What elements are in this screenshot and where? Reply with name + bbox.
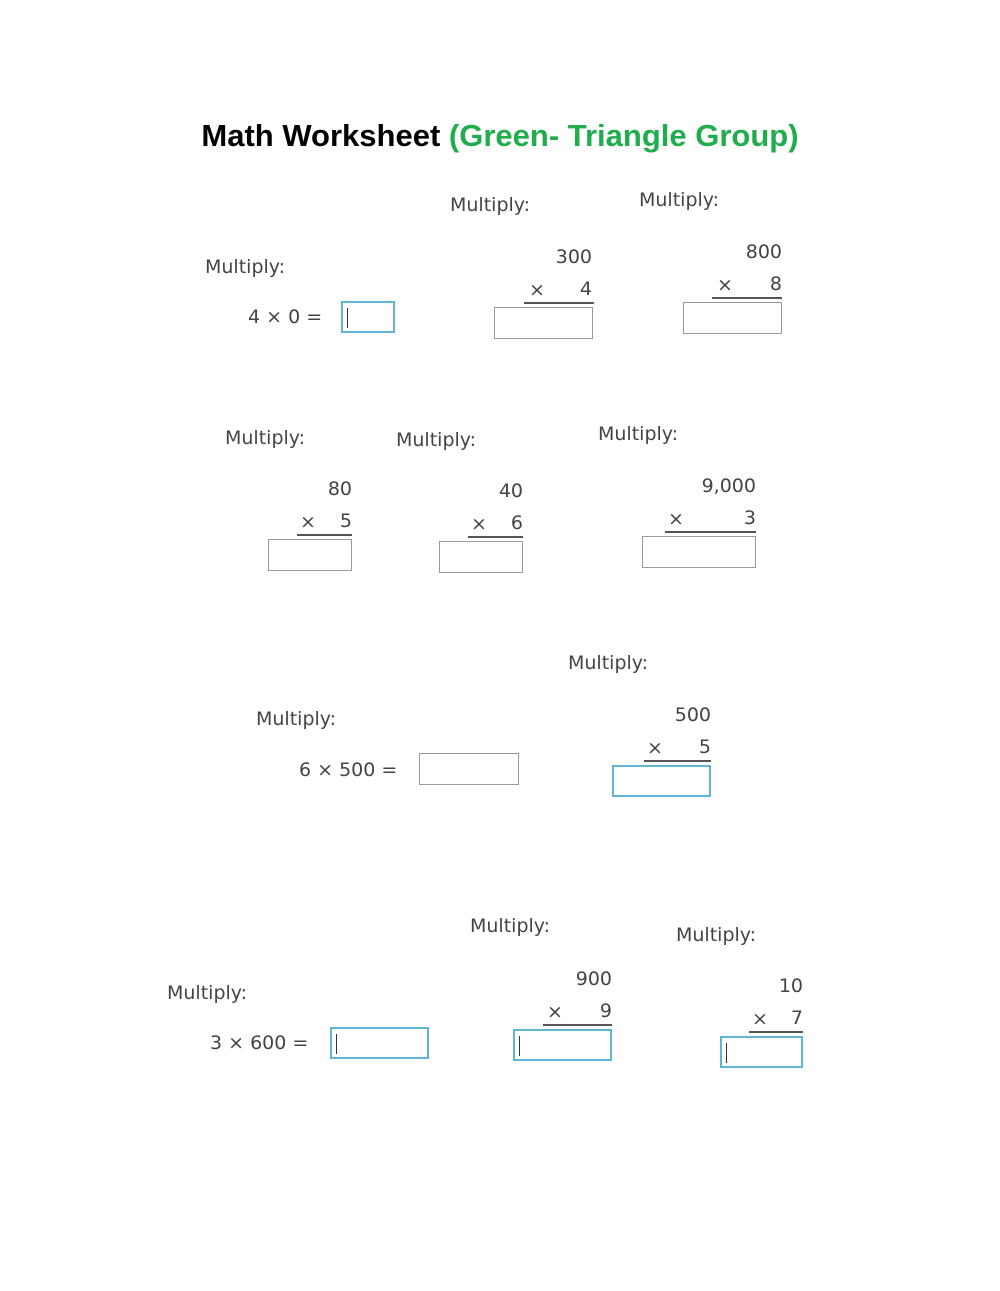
multiply-label: Multiply:: [598, 423, 679, 445]
multiply-label: Multiply:: [676, 924, 757, 946]
bottom-number: 3: [743, 507, 756, 529]
text-caret: [519, 1036, 520, 1056]
multiply-label: Multiply:: [225, 427, 306, 449]
times-sign: ×: [668, 508, 684, 530]
times-sign: ×: [547, 1001, 563, 1023]
answer-input[interactable]: [642, 536, 756, 568]
bottom-number: 7: [790, 1007, 803, 1029]
top-number: 300: [555, 246, 592, 268]
problem-expression: 4 × 0 =: [248, 306, 323, 328]
multiply-label: Multiply:: [396, 429, 477, 451]
answer-input[interactable]: [419, 753, 519, 785]
multiply-label: Multiply:: [568, 652, 649, 674]
answer-input[interactable]: [494, 307, 593, 339]
answer-rule: [665, 531, 756, 533]
answer-rule: [644, 760, 711, 762]
answer-rule: [543, 1024, 612, 1026]
bottom-number: 8: [769, 273, 782, 295]
text-caret: [726, 1043, 727, 1063]
problem-expression: 3 × 600 =: [210, 1032, 309, 1054]
times-sign: ×: [717, 274, 733, 296]
answer-input[interactable]: [720, 1036, 803, 1068]
answer-input[interactable]: [268, 539, 352, 571]
bottom-number: 4: [579, 278, 592, 300]
bottom-number: 5: [698, 736, 711, 758]
bottom-number: 6: [510, 512, 523, 534]
bottom-number: 5: [339, 510, 352, 532]
title-main: Math Worksheet: [201, 118, 441, 153]
answer-rule: [712, 297, 782, 299]
multiply-label: Multiply:: [256, 708, 337, 730]
times-sign: ×: [647, 737, 663, 759]
times-sign: ×: [529, 279, 545, 301]
answer-input[interactable]: [513, 1029, 612, 1061]
top-number: 9,000: [701, 475, 756, 497]
multiply-label: Multiply:: [205, 256, 286, 278]
top-number: 500: [674, 704, 711, 726]
answer-input[interactable]: [341, 301, 395, 333]
title-group: (Green- Triangle Group): [448, 118, 799, 153]
answer-rule: [468, 536, 523, 538]
times-sign: ×: [471, 513, 487, 535]
times-sign: ×: [300, 511, 316, 533]
answer-rule: [524, 302, 594, 304]
problem-expression: 6 × 500 =: [299, 759, 398, 781]
top-number: 10: [778, 975, 803, 997]
multiply-label: Multiply:: [167, 982, 248, 1004]
answer-rule: [749, 1031, 803, 1033]
multiply-label: Multiply:: [450, 194, 531, 216]
top-number: 800: [745, 241, 782, 263]
answer-input[interactable]: [683, 302, 782, 334]
answer-rule: [297, 534, 352, 536]
top-number: 80: [327, 478, 352, 500]
top-number: 40: [498, 480, 523, 502]
multiply-label: Multiply:: [470, 915, 551, 937]
text-caret: [336, 1034, 337, 1054]
top-number: 900: [575, 968, 612, 990]
answer-input[interactable]: [612, 765, 711, 797]
text-caret: [347, 308, 348, 328]
answer-input[interactable]: [439, 541, 523, 573]
times-sign: ×: [752, 1008, 768, 1030]
worksheet-title: [0, 118, 1000, 154]
answer-input[interactable]: [330, 1027, 429, 1059]
multiply-label: Multiply:: [639, 189, 720, 211]
bottom-number: 9: [599, 1000, 612, 1022]
